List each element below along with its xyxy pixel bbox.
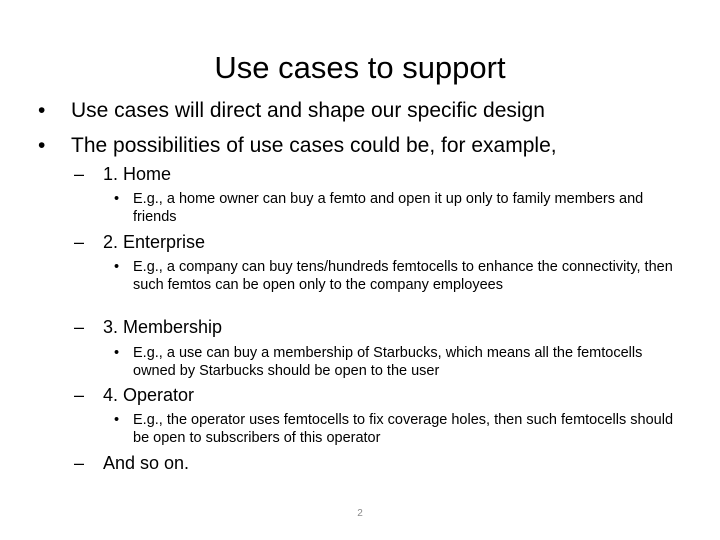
use-case-label: 3. Membership (103, 317, 223, 337)
bullet-icon: • (38, 134, 46, 157)
bullet-icon: • (114, 412, 120, 428)
use-case-detail (114, 411, 674, 447)
slide-title: Use cases to support (214, 50, 506, 85)
dash-icon: – (74, 453, 85, 473)
bullet-text: The possibilities of use cases could be, for example, (71, 134, 557, 157)
use-case-label: 4. Operator (103, 385, 195, 405)
dash-icon: – (74, 164, 85, 184)
use-case-label: 1. Home (103, 164, 172, 184)
bullet-icon: • (114, 191, 120, 207)
use-case-detail (114, 190, 674, 226)
bullet-icon: • (114, 345, 120, 361)
use-case-label: 2. Enterprise (103, 232, 206, 252)
use-case-detail (114, 344, 674, 380)
use-case-detail (114, 258, 674, 294)
use-case-detail-text: E.g., a use can buy a membership of Starbucks, which means all the femtocells owned by Starbucks should be open to the user (133, 345, 643, 379)
bullet-text: Use cases will direct and shape our specific design (71, 99, 545, 122)
page-number: 2 (357, 508, 363, 519)
use-case-detail-text: E.g., the operator uses femtocells to fix coverage holes, then such femtocells should be open to subscribers of this operator (133, 412, 674, 446)
dash-icon: – (74, 232, 85, 252)
dash-icon: – (74, 385, 85, 405)
use-case-detail-text: E.g., a company can buy tens/hundreds femtocells to enhance the connectivity, then such femtos can be open only to the company employees (133, 259, 673, 293)
use-case-detail-text: E.g., a home owner can buy a femto and open it up only to family members and friends (133, 191, 644, 225)
bullet-icon: • (38, 99, 46, 122)
closing-text: And so on. (103, 453, 190, 473)
bullet-icon: • (114, 259, 120, 275)
dash-icon: – (74, 317, 85, 337)
